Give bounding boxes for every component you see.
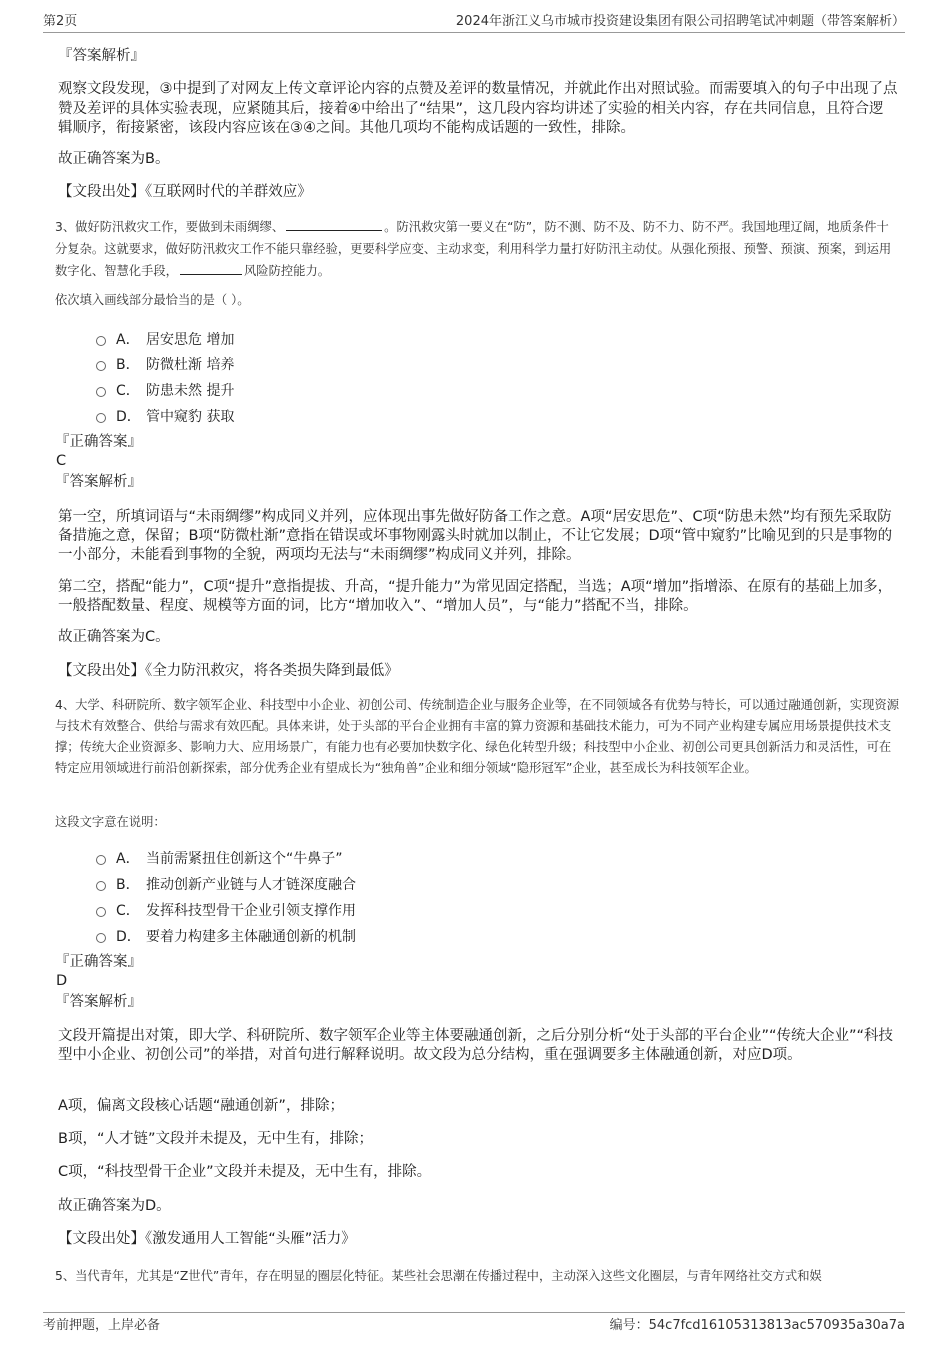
footer-divider (43, 1312, 905, 1313)
analysis-text: 第一空，所填词语与“未雨绸缪”构成同义并列，应体现出事先做好防备工作之意。A项“居安思危”、C项“防患未然”均有预先采取防备措施之意，保留；B项“防微杜渐”意指在错误或坏事物刚露头时就加以制止，不让它发展；D项“管中窥豹”比喻见到的只是事物的一小部分，未能看到事物的全貌，两项均无法与“未雨绸缪”构成同义并列，排除。 (58, 509, 893, 563)
option-a[interactable] (96, 329, 234, 349)
blank-2 (180, 262, 242, 275)
source: 【文段出处】《全力防汛救灾，将各类损失降到最低》 (58, 663, 399, 679)
option-text: 当前需紧扭住创新这个“牛鼻子” (146, 851, 343, 867)
option-b[interactable] (96, 354, 234, 374)
stem-part: 风险防控能力。 (243, 264, 331, 278)
option-c[interactable] (96, 380, 234, 400)
analysis-text: 观察文段发现，③中提到了对网友上传文章评论内容的点赞及差评的数量情况，并就此作出对照试验。而需要填入的句子中出现了点赞及差评的具体实验表现，应紧随其后，接着④中给出了“结果”，这几段内容均讲述了实验的相关内容，存在共同信息，且符合逻辑顺序，衔接紧密，该段内容应该在③④之间。其他几项均不能构成话题的一致性，排除。 (58, 81, 898, 136)
analysis-text: 文段开篇提出对策，即大学、科研院所、数字领军企业等主体要融通创新，之后分别分析“处于头部的平台企业”“传统大企业”“科技型中小企业、初创公司”的举措，对首句进行解释说明。故文段为总分结构，重在强调要多主体融通创新，对应D项。 (58, 1028, 894, 1063)
correct-answer: C (56, 453, 67, 469)
page-number: 第2页 (43, 14, 78, 29)
option-letter: D． (116, 409, 141, 425)
option-b[interactable] (96, 874, 356, 894)
option-letter: A． (116, 851, 140, 867)
option-d[interactable] (96, 926, 356, 946)
option-text: 要着力构建多主体融通创新的机制 (146, 929, 356, 945)
radio-icon[interactable] (96, 361, 106, 371)
radio-icon[interactable] (96, 855, 106, 865)
correct-answer: D (56, 973, 68, 989)
option-d[interactable] (96, 406, 234, 426)
option-a[interactable] (96, 848, 343, 868)
header-divider (43, 32, 905, 33)
option-letter: A． (116, 332, 140, 348)
question-4-stem: 4、大学、科研院所、数字领军企业、科技型中小企业、初创公司、传统制造企业与服务企业等，在不同领域各有优势与特长，可以通过融通创新，实现资源与技术有效整合、供给与需求有效匹配。具体来讲，处于头部的平台企业拥有丰富的算力资源和基础技术能力，可为不同产业构建专属应用场景提供技术支撑；传统大企业资源多、影响力大、应用场景广，有能力也有必要加快数字化、绿色化转型升级；科技型中小企业、初创公司更具创新活力和灵活性，可在特定应用领域进行前沿创新探索，部分优秀企业有望成长为“独角兽”企业和细分领域“隐形冠军”企业，甚至成长为科技领军企业。 (55, 698, 900, 775)
option-text: 防患未然 提升 (146, 383, 235, 399)
radio-icon[interactable] (96, 387, 106, 397)
option-letter: D． (116, 929, 141, 945)
option-text: 管中窥豹 获取 (146, 409, 235, 425)
radio-icon[interactable] (96, 933, 106, 943)
radio-icon[interactable] (96, 336, 106, 346)
option-b-note: B项，“人才链”文段并未提及，无中生有，排除； (58, 1131, 373, 1147)
option-text: 发挥科技型骨干企业引领支撑作用 (146, 903, 356, 919)
option-letter: C． (116, 383, 140, 399)
footer-slogan: 考前押题，上岸必备 (43, 1318, 161, 1333)
option-text: 防微杜渐 培养 (146, 357, 235, 373)
question-4-prompt: 这段文字意在说明： (55, 815, 166, 829)
correct-answer-label: 『正确答案』 (55, 954, 142, 970)
radio-icon[interactable] (96, 413, 106, 423)
source: 【文段出处】《互联网时代的羊群效应》 (58, 184, 312, 200)
option-letter: B． (116, 357, 140, 373)
radio-icon[interactable] (96, 907, 106, 917)
footer-code: 编号：54c7fcd16105313813ac570935a30a7a (609, 1318, 905, 1333)
option-c-note: C项，“科技型骨干企业”文段并未提及，无中生有，排除。 (58, 1164, 432, 1180)
document-title: 2024年浙江义乌市城市投资建设集团有限公司招聘笔试冲刺题（带答案解析） (455, 14, 905, 29)
conclusion: 故正确答案为B。 (58, 151, 170, 167)
question-3-stem (55, 216, 900, 282)
conclusion: 故正确答案为D。 (58, 1198, 171, 1214)
option-letter: C． (116, 903, 140, 919)
analysis-text: 第二空，搭配“能力”，C项“提升”意指提拔、升高，“提升能力”为常见固定搭配，当选；A项“增加”指增添、在原有的基础上加多，一般搭配数量、程度、规模等方面的词，比方“增加收入”、“增加人员”，与“能力”搭配不当，排除。 (58, 579, 893, 614)
stem-part: 。防汛救灾第一要义在“防”，防不测、防不及、防不力、防不严。我国地理辽阔，地质条件十分复杂。这就要求，做好防汛救灾工作不能只靠经验，更要科学应变、主动求变，利用科学力量打好防汛主动仗。从强化预报、预警、预演、预案，到运用数字化、智慧化手段， (55, 220, 892, 278)
option-text: 推动创新产业链与人才链深度融合 (146, 877, 356, 893)
conclusion: 故正确答案为C。 (58, 629, 170, 645)
question-5-stem: 5、当代青年，尤其是“Z世代”青年，存在明显的圈层化特征。某些社会思潮在传播过程中，主动深入这些文化圈层，与青年网络社交方式和娱 (55, 1269, 822, 1283)
analysis-label: 『答案解析』 (55, 474, 142, 490)
analysis-label: 『答案解析』 (58, 48, 145, 64)
analysis-label: 『答案解析』 (55, 994, 142, 1010)
option-text: 居安思危 增加 (146, 332, 235, 348)
source: 【文段出处】《激发通用人工智能“头雁”活力》 (58, 1231, 356, 1247)
correct-answer-label: 『正确答案』 (55, 434, 142, 450)
option-c[interactable] (96, 900, 356, 920)
question-3-prompt: 依次填入画线部分最恰当的是（ ）。 (55, 293, 250, 307)
radio-icon[interactable] (96, 881, 106, 891)
blank-1 (286, 218, 382, 231)
option-letter: B． (116, 877, 140, 893)
option-a-note: A项，偏离文段核心话题“融通创新”，排除； (58, 1098, 344, 1114)
stem-part: 3、做好防汛救灾工作，要做到未雨绸缪、 (55, 220, 285, 234)
